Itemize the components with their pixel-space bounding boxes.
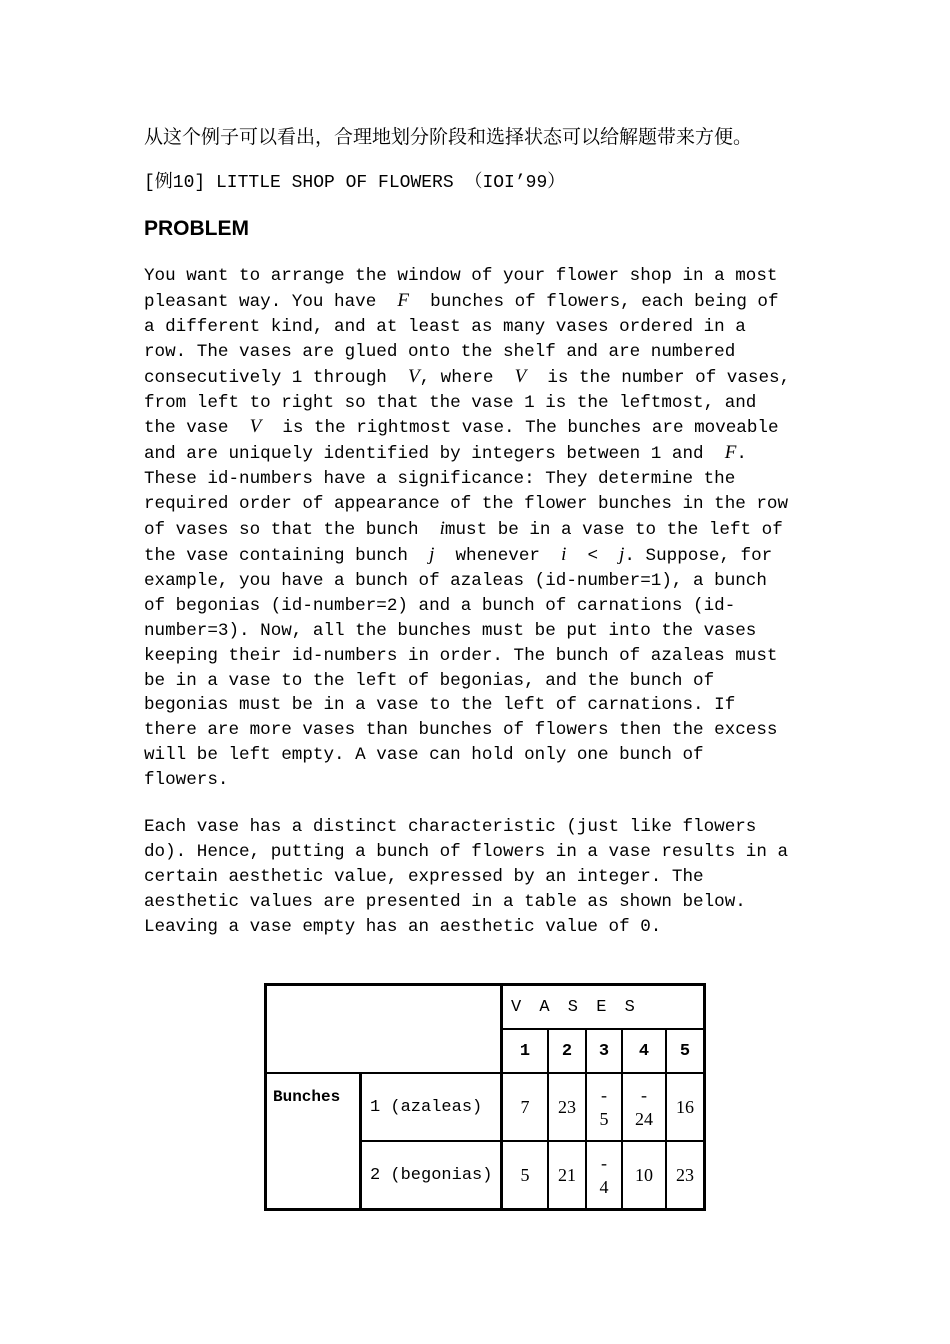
text-run: flowers. [144,770,229,791]
text-run: . Suppose, for [624,545,773,566]
vase-number: 3 [586,1029,622,1073]
paragraph-line [144,391,808,416]
text-run: is the rightmost vase. The bunches are moveable [261,418,779,439]
text-run: a different kind, and at least as many vases ordered in a [144,316,746,337]
vase-number: 1 [502,1029,548,1073]
text-run: of vases so that the bunch [144,520,440,541]
paragraph-line [144,768,808,793]
text-run: < [566,545,620,566]
math-variable: F [724,442,737,464]
paragraph-line [144,644,808,669]
math-variable: F [397,289,410,311]
intro-text: 从这个例子可以看出，合理地划分阶段和选择状态可以给解题带来方便。 [144,126,753,148]
paragraph-line [144,543,808,569]
text-run: and are uniquely identified by integers between 1 and [144,444,725,465]
paragraph-line [144,365,808,391]
text-run: pleasant way. You have [144,291,398,312]
paragraph-line [144,569,808,594]
text-run: example, you have a bunch of azaleas (id-number=1), a bunch [144,570,767,591]
text-run: there are more vases than bunches of flowers then the excess [144,720,778,741]
paragraph-line [144,693,808,718]
text-run: required order of appearance of the flower bunches in the row [144,494,789,515]
flower-label: 2 (begonias) [361,1141,502,1209]
text-run: row. The vases are glued onto the shelf and are numbered [144,341,736,362]
text-run: the vase [144,418,250,439]
paragraph-line [144,718,808,743]
math-variable: V [407,365,420,387]
table-row [266,1073,704,1141]
text-run: , where [419,367,515,388]
value-cell: 23 [548,1073,586,1141]
paragraph-line [144,315,808,340]
vase-number: 2 [548,1029,586,1073]
table-corner-cell [266,985,502,1073]
math-variable: j [429,543,435,565]
math-variable: j [619,543,625,565]
document-page [144,124,808,940]
text-run: whenever [434,545,562,566]
paragraph-line [144,264,808,289]
bunches-label: Bunches [266,1073,361,1209]
vase-number: 4 [622,1029,666,1073]
text-run: begonias must be in a vase to the left of carnations. If [144,695,736,716]
paragraph-line [144,415,808,441]
text-run: keeping their id-numbers in order. The bunch of azaleas must [144,645,778,666]
problem-paragraph-2: Each vase has a distinct characteristic (just like flowers do). Hence, putting a bunch of flowers in a vase results in a certain aesthetic value, expressed by an integer. The aesthetic values are presented in a table as shown below. Leaving a vase empty has an aesthetic value of 0. [144,817,789,937]
text-run: You want to arrange the window of your flower shop in a most [144,266,778,286]
value-cell: 16 [666,1073,704,1141]
paragraph-line [144,619,808,644]
text-run: bunches of flowers, each being of [409,291,779,312]
paragraph-line [144,492,808,517]
value-cell: 23 [666,1141,704,1209]
text-run: be in a vase to the left of begonias, and the bunch of [144,670,715,691]
paragraph-line [144,467,808,492]
value-cell: 7 [502,1073,548,1141]
value-cell: 21 [548,1141,586,1209]
text-run: must be in a vase to the left of [444,520,783,541]
vase-number: 5 [666,1029,704,1073]
paragraph-line [144,289,808,315]
text-run: . [736,444,747,465]
paragraph-line [144,441,808,467]
value-cell: 10 [622,1141,666,1209]
math-variable: V [514,365,527,387]
value-cell: - 4 [586,1141,622,1209]
aesthetic-values-table [264,983,706,1211]
paragraph-line [144,669,808,694]
text-run: is the number of vases, [526,367,791,388]
math-variable: i [561,543,567,565]
text-run: from left to right so that the vase 1 is the leftmost, and [144,392,757,413]
value-cell: - 5 [586,1073,622,1141]
text-run: the vase containing bunch [144,545,430,566]
value-cell: - 24 [622,1073,666,1141]
paragraph-line [144,340,808,365]
paragraph-line [144,594,808,619]
paragraph-line [144,517,808,543]
text-run: will be left empty. A vase can hold only one bunch of [144,745,704,766]
flower-label: 1 (azaleas) [361,1073,502,1141]
vases-header: V A S E S [502,985,704,1029]
text-run: consecutively 1 through [144,367,408,388]
math-variable: i [439,518,445,540]
text-run: number=3). Now, all the bunches must be put into the vases [144,620,757,641]
section-heading: PROBLEM [144,217,249,240]
text-run: These id-numbers have a significance: They determine the [144,469,736,490]
example-title: [例10] LITTLE SHOP OF FLOWERS （IOI’99） [144,173,566,193]
problem-paragraph-1 [144,264,808,793]
value-cell: 5 [502,1141,548,1209]
text-run: of begonias (id-number=2) and a bunch of carnations (id- [144,595,736,616]
math-variable: V [249,416,262,438]
paragraph-line [144,743,808,768]
